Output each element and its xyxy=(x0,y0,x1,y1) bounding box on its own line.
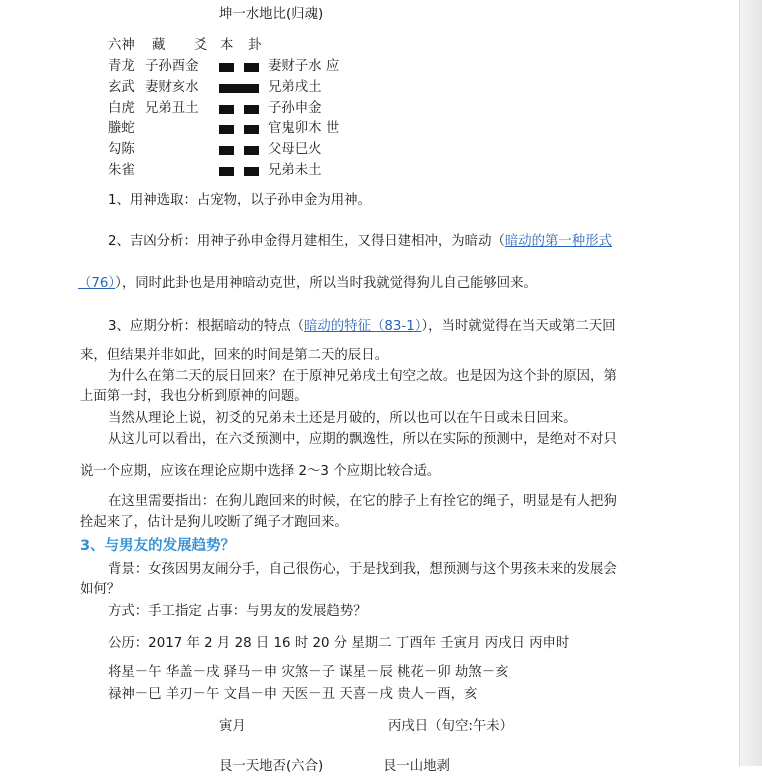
table-header xyxy=(108,37,288,55)
bottom-hexagram-b: 艮一山地剥 xyxy=(383,759,450,774)
hexagram-title: 坤一水地比(归魂) xyxy=(219,7,324,22)
para-5: 当然从理论上说，初爻的兄弟未土还是月破的，所以也可以在午日或未日回来。 xyxy=(108,411,577,426)
yao-segment xyxy=(244,146,259,155)
para-4-line-2: 上面第一封，我也分析到原神的问题。 xyxy=(80,389,308,404)
yin-line xyxy=(219,125,259,134)
header-cang: 藏 xyxy=(152,38,166,53)
ben-gua-cell: 子孙申金 xyxy=(268,100,322,116)
yao-segment xyxy=(219,84,259,93)
yin-line xyxy=(219,105,259,114)
method-line: 方式：手工指定 占事：与男友的发展趋势？ xyxy=(108,604,367,619)
para-6-line-1: 从这儿可以看出，在六爻预测中，应期的飘逸性，所以在实际的预测中，是绝对不对只 xyxy=(108,432,617,447)
header-yao: 爻 xyxy=(194,38,208,53)
ben-gua-cell: 父母巳火 xyxy=(268,142,322,158)
day-label: 丙戌日（旬空:午未） xyxy=(388,719,514,734)
ben-gua-cell: 兄弟戌土 xyxy=(268,79,322,95)
para-3-text-b: ），当时就觉得在当天或第二天回 xyxy=(421,319,616,334)
background-line-1: 背景：女孩因男友闹分手，自己很伤心，于是找到我，想预测与这个男孩未来的发展会 xyxy=(108,562,617,577)
para-7-line-1: 在这里需要指出：在狗儿跑回来的时候，在它的脖子上有拴它的绳子，明显是有人把狗 xyxy=(108,494,617,509)
para-2-text-b: ），同时此卦也是用神暗动克世，所以当时我就觉得狗儿自己能够回来。 xyxy=(115,276,537,291)
yao-segment xyxy=(219,63,234,72)
link-andong-feature[interactable]: 暗动的特征（83-1） xyxy=(304,319,422,334)
para-2-text-a: 2、吉凶分析：用神子孙申金得月建相生，又得日建相冲，为暗动（ xyxy=(108,234,505,249)
yao-segment xyxy=(219,167,234,176)
shensha-line-1: 将星－午 华盖－戌 驿马－申 灾煞－子 谋星－辰 桃花－卯 劫煞－亥 xyxy=(108,665,509,680)
link-andong-form-num[interactable]: （76） xyxy=(78,276,116,291)
yao-segment xyxy=(244,63,259,72)
yin-line xyxy=(219,146,259,155)
ben-gua-cell: 官鬼卯木 世 xyxy=(268,121,340,137)
yao-segment xyxy=(244,105,259,114)
month-label: 寅月 xyxy=(219,719,246,734)
cang-cell: 妻财亥水 xyxy=(145,79,199,95)
liushen-cell: 青龙 xyxy=(108,59,135,74)
liushen-cell: 螣蛇 xyxy=(108,121,135,137)
cang-cell: 子孙酉金 xyxy=(145,59,199,74)
yao-segment xyxy=(219,125,234,134)
yin-line xyxy=(219,167,259,176)
para-2-line-1 xyxy=(108,233,612,251)
header-ben: 本 xyxy=(220,38,234,53)
header-gua: 卦 xyxy=(248,38,262,53)
ben-gua-cell: 妻财子水 应 xyxy=(268,59,340,74)
viewer-edge xyxy=(739,0,762,766)
para-3-line-2: 来，但结果并非如此，回来的时间是第二天的辰日。 xyxy=(80,348,388,363)
yao-segment xyxy=(244,167,259,176)
para-1: 1、用神选取：占宠物，以子孙申金为用神。 xyxy=(108,193,371,208)
para-4-line-1: 为什么在第二天的辰日回来？在于原神兄弟戌土旬空之故。也是因为这个卦的原因，第 xyxy=(108,369,617,384)
cang-cell: 兄弟丑土 xyxy=(145,100,199,116)
liushen-cell: 白虎 xyxy=(108,100,135,116)
liushen-cell: 朱雀 xyxy=(108,163,135,178)
shensha-line-2: 禄神－巳 羊刃－午 文昌－申 天医－丑 天喜－戌 贵人－酉，亥 xyxy=(108,687,478,702)
yao-segment xyxy=(219,105,234,114)
yin-line xyxy=(219,63,259,72)
para-2-line-2 xyxy=(78,275,537,293)
bottom-hexagram-a: 艮一天地否(六合) xyxy=(219,759,324,774)
liushen-cell: 玄武 xyxy=(108,79,135,95)
para-7-line-2: 拴起来了，估计是狗儿咬断了绳子才跑回来。 xyxy=(80,515,348,530)
header-liushen: 六神 xyxy=(108,38,135,53)
yao-segment xyxy=(244,125,259,134)
ben-gua-cell: 兄弟未土 xyxy=(268,163,322,178)
para-6-line-2: 说一个应期，应该在理论应期中选择 2～3 个应期比较合适。 xyxy=(80,464,441,479)
link-andong-form[interactable]: 暗动的第一种形式 xyxy=(504,234,612,249)
para-3-line-1 xyxy=(108,318,616,336)
background-line-2: 如何？ xyxy=(80,582,121,597)
yao-segment xyxy=(219,146,234,155)
yang-line xyxy=(219,84,259,93)
liushen-cell: 勾陈 xyxy=(108,142,135,158)
section-heading: 3、与男友的发展趋势？ xyxy=(80,538,236,554)
para-3-text-a: 3、应期分析：根据暗动的特点（ xyxy=(108,319,304,334)
calendar-line: 公历：2017 年 2 月 28 日 16 时 20 分 星期二 丁酉年 壬寅月 丙戌日 丙申时 xyxy=(108,636,570,651)
